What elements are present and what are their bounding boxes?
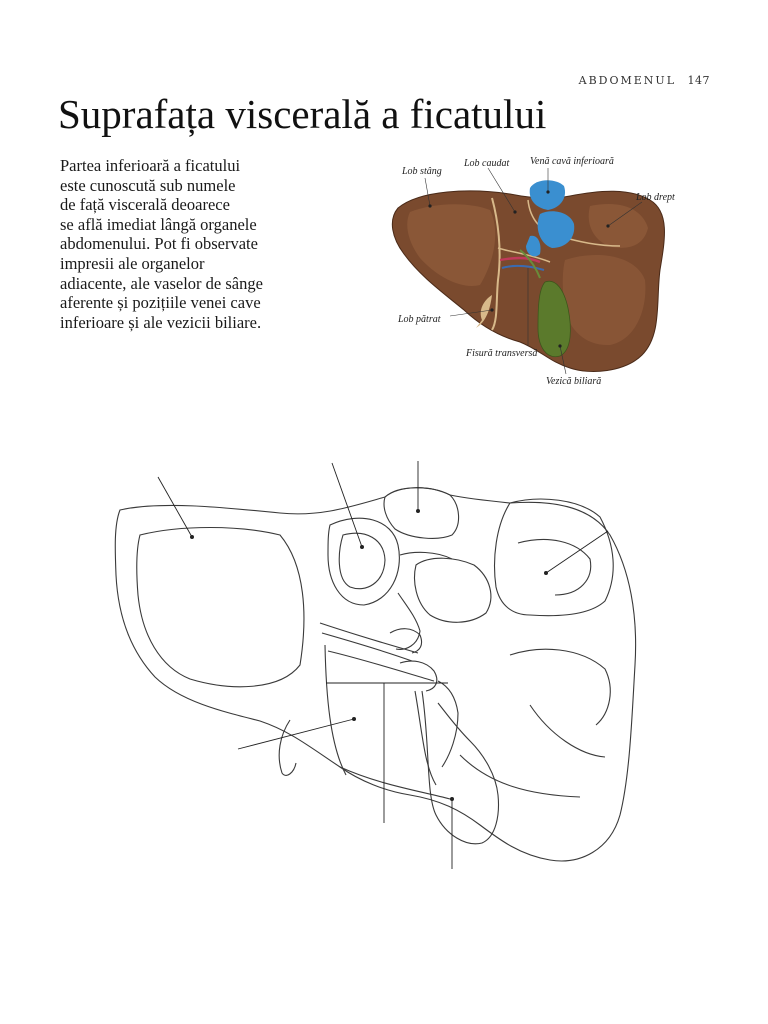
intro-line: de față viscerală deoarece	[60, 195, 230, 215]
label-vezica: Vezică biliară	[546, 376, 602, 387]
intro-line: aferente și pozițiile venei cave	[60, 293, 261, 313]
page-title: Suprafața viscerală a ficatului	[58, 91, 547, 137]
label-lob-patrat: Lob pătrat	[398, 314, 441, 325]
liver-outline	[115, 488, 635, 861]
section-name: ABDOMENUL	[578, 74, 676, 87]
label-lob-stang: Lob stâng	[402, 166, 442, 177]
pointer-lines	[158, 461, 608, 869]
label-vena-cava: Venă cavă inferioară	[530, 156, 614, 167]
intro-line: abdomenului. Pot fi observate	[60, 234, 258, 254]
page-number: 147	[687, 74, 710, 87]
pointer-dots	[190, 509, 548, 801]
label-lob-caudat: Lob caudat	[464, 158, 510, 169]
running-header	[579, 74, 710, 87]
intro-line: impresii ale organelor	[60, 253, 205, 273]
intro-line: adiacente, ale vaselor de sânge	[60, 273, 263, 293]
liver-shape	[392, 191, 664, 372]
intro-line: se află imediat lângă organele	[60, 214, 257, 234]
intro-line: inferioare și ale vezicii biliare.	[60, 312, 262, 332]
intro-line: Partea inferioară a ficatului	[60, 156, 241, 175]
intro-paragraph	[60, 156, 310, 332]
label-fisura: Fisură transversă	[466, 348, 538, 359]
label-lob-drept: Lob drept	[636, 192, 675, 203]
colored-liver-illustration	[380, 150, 720, 395]
line-drawing-illustration	[100, 455, 660, 885]
intro-line: este cunoscută sub numele	[60, 175, 236, 195]
